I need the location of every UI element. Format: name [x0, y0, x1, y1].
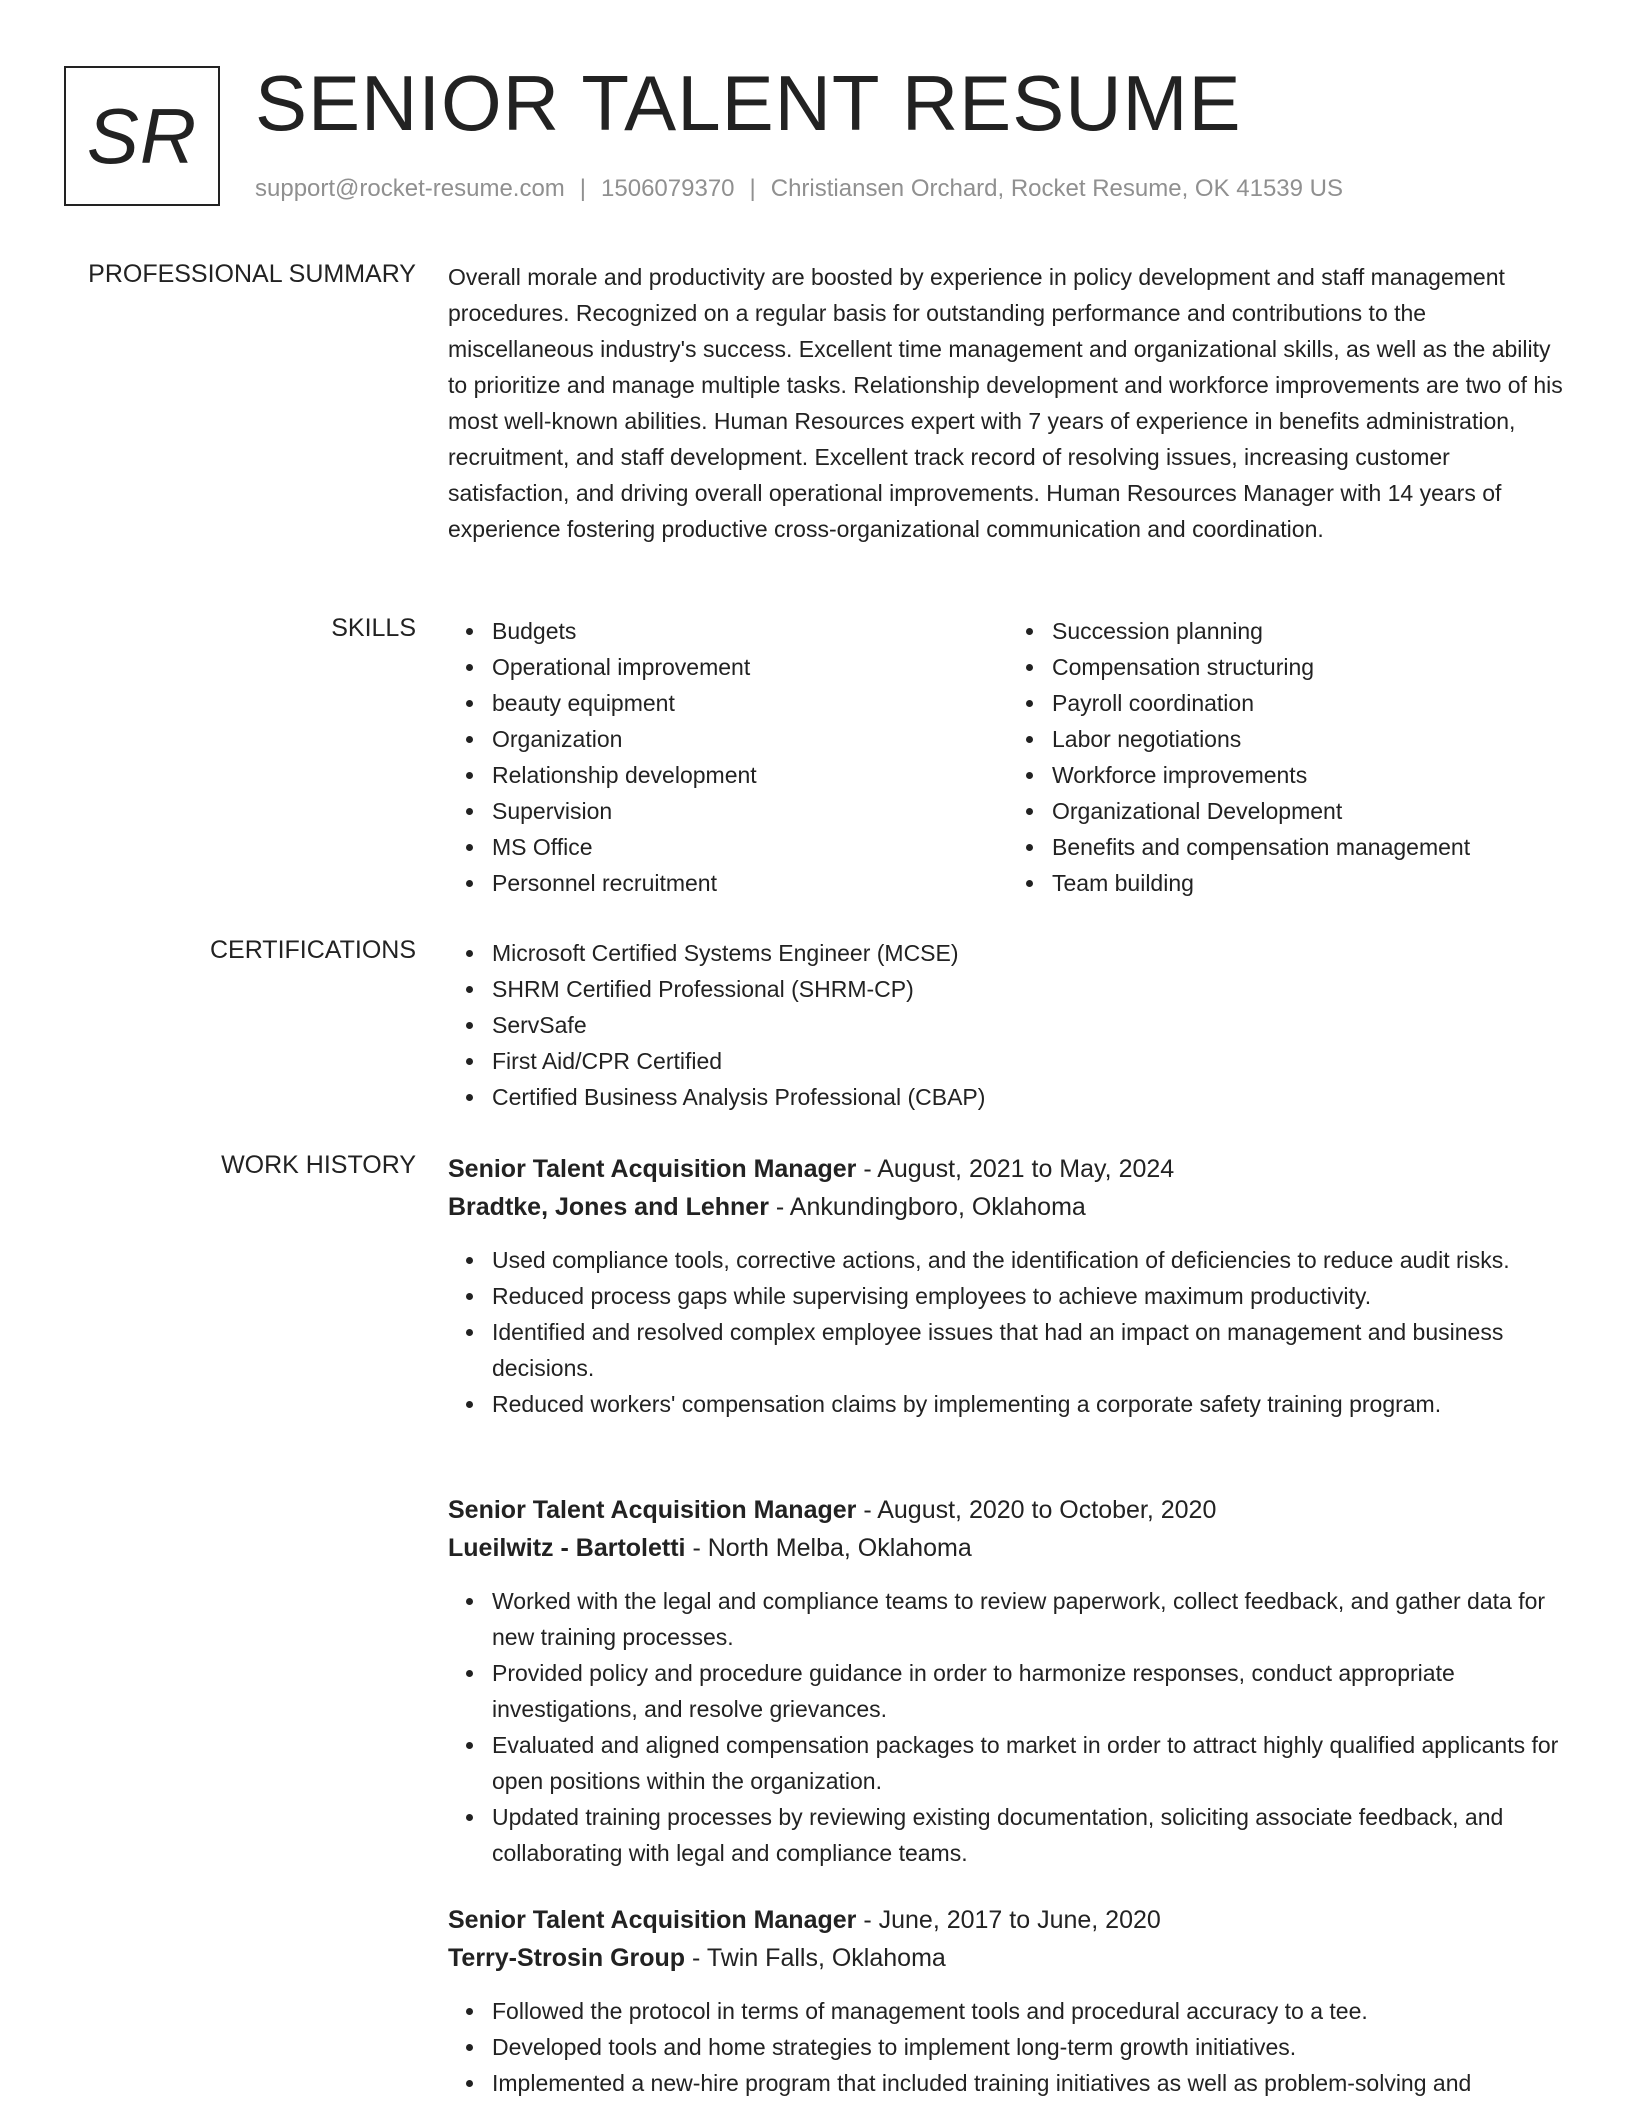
certification-item: ServSafe — [492, 1007, 1568, 1043]
skill-item: Organizational Development — [1052, 793, 1568, 829]
skill-item: Relationship development — [492, 757, 1008, 793]
certifications-body — [448, 935, 1568, 1115]
contact-separator: | — [749, 175, 756, 202]
certifications-list — [448, 935, 1568, 1115]
job-company-line — [448, 1529, 1568, 1567]
work-history-body — [448, 1150, 1568, 2112]
contact-email: support@rocket-resume.com — [255, 175, 565, 202]
contact-line — [255, 174, 1343, 204]
skill-item: Personnel recruitment — [492, 865, 1008, 901]
job-dates: - August, 2020 to October, 2020 — [856, 1496, 1217, 1524]
job-duty: Developed tools and home strategies to implement long-term growth initiatives. — [492, 2029, 1568, 2065]
certification-item: First Aid/CPR Certified — [492, 1043, 1568, 1079]
job-company: Bradtke, Jones and Lehner — [448, 1193, 769, 1221]
contact-phone: 1506079370 — [601, 175, 735, 202]
skill-item: beauty equipment — [492, 685, 1008, 721]
section-title-certifications: CERTIFICATIONS — [209, 936, 416, 964]
job-role: Senior Talent Acquisition Manager — [448, 1155, 857, 1183]
job-location: - Twin Falls, Oklahoma — [685, 1944, 946, 1972]
section-title-skills: SKILLS — [331, 614, 416, 642]
job-duty: Used compliance tools, corrective actions, and the identification of deficiencies to reduce audit risks. — [492, 1242, 1568, 1278]
skill-item: Budgets — [492, 613, 1008, 649]
resume-title: SENIOR TALENT RESUME — [255, 59, 1242, 147]
skills-body — [448, 613, 1568, 901]
job-company: Terry-Strosin Group — [448, 1944, 686, 1972]
job-duty: Worked with the legal and compliance teams to review paperwork, collect feedback, and gather data for new training processes. — [492, 1583, 1568, 1655]
contact-separator: | — [579, 175, 587, 202]
summary-text: Overall morale and productivity are boosted by experience in policy development and staff management procedures. Recognized on a regular basis for outstanding performance and contributions to the miscellaneous industry's success. Excellent time management and organizational skills, as well as the ability to prioritize and manage multiple tasks. Relationship development and workforce improvements are two of his most well-known abilities. Human Resources expert with 7 years of experience in benefits administration, recruitment, and staff development. Excellent track record of resolving issues, increasing customer satisfaction, and driving overall operational improvements. Human Resources Manager with 14 years of experience fostering productive cross-organizational communication and coordination. — [448, 264, 1563, 542]
summary-body — [448, 259, 1568, 547]
job-duty: Implemented a new-hire program that included training initiatives as well as problem-solving and — [492, 2065, 1568, 2101]
job-company: Lueilwitz - Bartoletti — [448, 1534, 686, 1562]
job-dates: - June, 2017 to June, 2020 — [856, 1906, 1161, 1934]
skill-item: MS Office — [492, 829, 1008, 865]
job-title-line — [448, 1901, 1568, 1939]
job-role: Senior Talent Acquisition Manager — [448, 1496, 857, 1524]
job-duty: Updated training processes by reviewing existing documentation, soliciting associate feedback, and collaborating with legal and compliance teams. — [492, 1799, 1568, 1871]
skill-item: Workforce improvements — [1052, 757, 1568, 793]
contact-address: Christiansen Orchard, Rocket Resume, OK 41539 US — [770, 175, 1343, 202]
job-location: - North Melba, Oklahoma — [685, 1534, 972, 1562]
job-title-line — [448, 1491, 1568, 1529]
skill-item: Payroll coordination — [1052, 685, 1568, 721]
job-duty: Identified and resolved complex employee issues that had an impact on management and business decisions. — [492, 1314, 1568, 1386]
skill-item: Compensation structuring — [1052, 649, 1568, 685]
job-duty: Evaluated and aligned compensation packages to market in order to attract highly qualified applicants for open positions within the organization. — [492, 1727, 1568, 1799]
certification-item: SHRM Certified Professional (SHRM-CP) — [492, 971, 1568, 1007]
job-duties-list — [448, 1583, 1568, 1871]
job-location: - Ankundingboro, Oklahoma — [768, 1193, 1086, 1221]
monogram-initials: SR — [86, 91, 198, 180]
job-duties-list — [448, 1242, 1568, 1422]
job-role: Senior Talent Acquisition Manager — [448, 1906, 857, 1934]
job-entry — [448, 1150, 1568, 1422]
job-dates: - August, 2021 to May, 2024 — [856, 1155, 1175, 1183]
job-company-line — [448, 1188, 1568, 1226]
skill-item: Labor negotiations — [1052, 721, 1568, 757]
job-duty: Reduced workers' compensation claims by implementing a corporate safety training program. — [492, 1386, 1568, 1422]
job-duty: Reduced process gaps while supervising employees to achieve maximum productivity. — [492, 1278, 1568, 1314]
skill-item: Organization — [492, 721, 1008, 757]
certification-item: Microsoft Certified Systems Engineer (MCSE) — [492, 935, 1568, 971]
skill-item: Team building — [1052, 865, 1568, 901]
section-title-summary: PROFESSIONAL SUMMARY — [88, 260, 416, 288]
certification-item: Certified Business Analysis Professional (CBAP) — [492, 1079, 1568, 1115]
skill-item: Benefits and compensation management — [1052, 829, 1568, 865]
job-duties-list — [448, 1993, 1568, 2101]
job-duty: Followed the protocol in terms of management tools and procedural accuracy to a tee. — [492, 1993, 1568, 2029]
job-title-line — [448, 1150, 1568, 1188]
skill-item: Supervision — [492, 793, 1008, 829]
job-duty: Provided policy and procedure guidance in order to harmonize responses, conduct appropriate investigations, and resolve grievances. — [492, 1655, 1568, 1727]
job-entry — [448, 1901, 1568, 2101]
skill-item: Operational improvement — [492, 649, 1008, 685]
skills-list-left — [448, 613, 1008, 901]
section-title-work-history: WORK HISTORY — [221, 1151, 416, 1179]
skills-list-right — [1008, 613, 1568, 901]
job-entry — [448, 1491, 1568, 1871]
monogram-badge — [64, 66, 220, 206]
job-company-line — [448, 1939, 1568, 1977]
skill-item: Succession planning — [1052, 613, 1568, 649]
